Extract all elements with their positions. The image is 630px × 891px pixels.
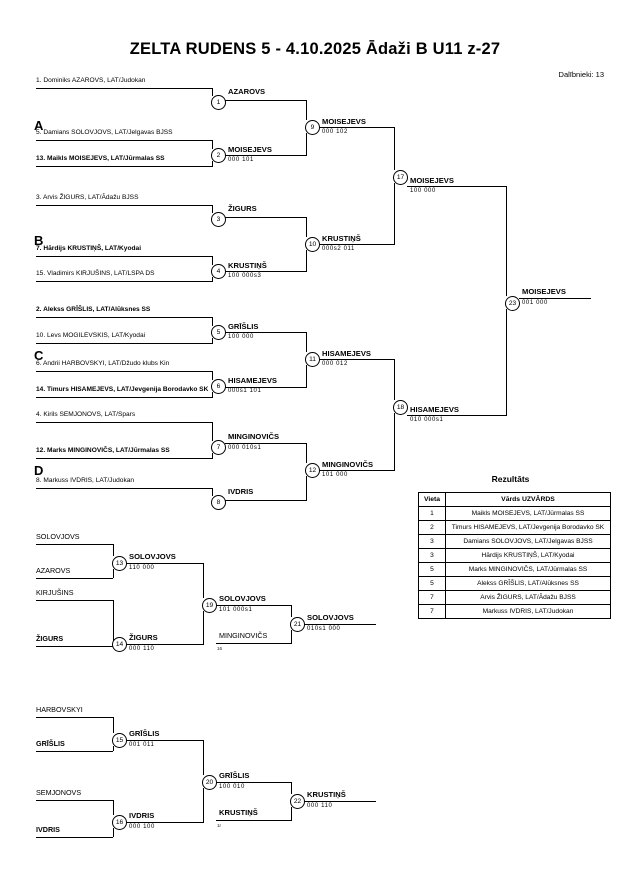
table-row — [419, 521, 611, 535]
bracket-line — [36, 205, 212, 206]
match-winner: HISAMEJEVS — [322, 349, 371, 358]
entrant-label: 5. Damians SOLOVJOVS, LAT/Jelgavas BJSS — [36, 129, 173, 136]
bracket-line — [36, 837, 113, 838]
bracket-line — [203, 788, 204, 822]
match-score: 001 000 — [522, 300, 548, 306]
match-winner: IVDRIS — [228, 487, 254, 496]
repechage-entrant: SEMJONOVS — [36, 788, 82, 797]
match-score: 010 000s1 — [410, 417, 444, 423]
bracket-line — [113, 544, 114, 556]
repechage-entrant: AZAROVS — [36, 566, 71, 575]
match-winner: SOLOVJOVS — [307, 613, 354, 622]
bracket-line — [319, 470, 395, 471]
match-score: 100 000 — [410, 188, 436, 194]
bracket-line — [36, 343, 212, 344]
bracket-line — [319, 359, 395, 360]
match-winner: GRĪŠLIS — [219, 771, 250, 780]
match-score: 000 100 — [129, 824, 155, 830]
bracket-line — [36, 317, 212, 318]
match-score: 000 101 — [228, 157, 254, 163]
bracket-line — [306, 100, 307, 120]
result-place: 7 — [419, 605, 446, 619]
bracket-line — [36, 751, 113, 752]
bracket-line — [225, 500, 307, 501]
match-winner: KRUSTIŅŠ — [307, 790, 346, 799]
bracket-line — [291, 630, 292, 643]
entrant-label: 12. Marks MINGINOVIČS, LAT/Jūrmalas SS — [36, 447, 170, 454]
bracket-line — [36, 166, 212, 167]
bracket-line — [407, 186, 507, 187]
result-place: 5 — [419, 563, 446, 577]
entrant-label: 1. Dominiks AZAROVS, LAT/Judokan — [36, 77, 146, 84]
bracket-line — [225, 443, 307, 444]
bracket-line — [36, 422, 212, 423]
result-name: Damians SOLOVJOVS, LAT/Jelgavas BJSS — [446, 535, 611, 549]
bracket-line — [126, 740, 204, 741]
match-score: 000 102 — [322, 129, 348, 135]
bracket-line — [212, 88, 213, 96]
result-name: Timurs HISAMEJEVS, LAT/Jevgenija Borodavko SK — [446, 521, 611, 535]
table-row — [419, 591, 611, 605]
group-label-c: C — [34, 348, 44, 363]
match-score: 010s1 000 — [307, 626, 341, 632]
bracket-line — [319, 244, 395, 245]
bracket-line — [225, 155, 307, 156]
participants-count: Dalībnieki: 13 — [558, 70, 604, 79]
bracket-line — [203, 611, 204, 644]
group-label-b: B — [34, 233, 44, 248]
match-winner: SOLOVJOVS — [219, 594, 266, 603]
bracket-line — [306, 217, 307, 237]
bracket-line — [212, 161, 213, 167]
match-node[interactable]: 21 — [290, 617, 305, 632]
match-score: 100 010 — [219, 784, 245, 790]
match-note: 16 — [217, 646, 223, 651]
bracket-line — [212, 488, 213, 496]
entrant-label: 4. Kirils SEMJONOVS, LAT/Spars — [36, 411, 136, 418]
match-node[interactable]: 12 — [305, 463, 320, 478]
match-score: 000s2 011 — [322, 246, 355, 252]
bracket-line — [212, 371, 213, 380]
bracket-line — [291, 605, 292, 617]
match-node[interactable]: 23 — [505, 296, 520, 311]
match-node[interactable]: 7 — [211, 440, 226, 455]
match-node[interactable]: 6 — [211, 379, 226, 394]
bracket-line — [212, 422, 213, 441]
bracket-line — [394, 127, 395, 170]
match-winner: MINGINOVIČS — [322, 460, 374, 469]
bracket-line — [36, 256, 212, 257]
entrant-label: 10. Levs MOGILEVSKIS, LAT/Kyodai — [36, 332, 146, 339]
match-winner: KRUSTIŅŠ — [322, 234, 361, 243]
match-node[interactable]: 3 — [211, 212, 226, 227]
results-table — [418, 492, 611, 619]
bracket-line — [212, 338, 213, 344]
bracket-line — [407, 415, 507, 416]
bracket-line — [306, 443, 307, 463]
result-name: Arvis ŽIGURS, LAT/Ādažu BJSS — [446, 591, 611, 605]
result-place: 1 — [419, 507, 446, 521]
match-winner: MOISEJEVS — [322, 117, 366, 126]
match-winner: MOISEJEVS — [228, 145, 272, 154]
match-node[interactable]: 10 — [305, 237, 320, 252]
column-header-name: Vārds UZVĀRDS — [446, 493, 611, 507]
match-node[interactable]: 18 — [393, 400, 408, 415]
entrant-label: 13. Maikls MOISEJEVS, LAT/Jūrmalas SS — [36, 155, 165, 162]
result-name: Markuss IVDRIS, LAT/Judokan — [446, 605, 611, 619]
match-node[interactable]: 1 — [211, 95, 226, 110]
bracket-line — [306, 365, 307, 388]
table-row — [419, 549, 611, 563]
bracket-line — [319, 127, 395, 128]
match-node[interactable]: 2 — [211, 148, 226, 163]
repechage-entrant: ŽIGURS — [36, 634, 64, 643]
bracket-line — [113, 746, 114, 751]
bracket-line — [36, 140, 212, 141]
page-title: ZELTA RUDENS 5 - 4.10.2025 Ādaži B U11 z-27 — [129, 40, 501, 58]
bracket-line — [212, 205, 213, 213]
table-row — [419, 507, 611, 521]
bracket-line — [36, 281, 212, 282]
bracket-line — [306, 476, 307, 500]
repechage-entrant: IVDRIS — [36, 825, 60, 834]
bracket-line — [291, 782, 292, 794]
match-node[interactable]: 5 — [211, 325, 226, 340]
repechage-entrant: HARBOVSKYI — [36, 705, 83, 714]
repechage-entrant: KIRJUŠINS — [36, 588, 74, 597]
bracket-line — [126, 563, 204, 564]
match-winner: HISAMEJEVS — [228, 376, 277, 385]
bracket-line — [203, 740, 204, 775]
bracket-line — [36, 578, 113, 579]
bracket-line — [113, 569, 114, 578]
match-score: 000 110 — [129, 646, 155, 652]
match-score: 000 012 — [322, 361, 348, 367]
group-label-d: D — [34, 463, 44, 478]
match-score: 101 000s1 — [219, 607, 253, 613]
bracket-line — [225, 387, 307, 388]
match-node[interactable]: 17 — [393, 170, 408, 185]
match-winner: GRĪŠLIS — [129, 729, 160, 738]
repechage-entrant: MINGINOVIČS — [219, 631, 268, 640]
repechage-entrant: SOLOVJOVS — [36, 532, 80, 541]
table-row — [419, 535, 611, 549]
bracket-line — [225, 271, 307, 272]
result-place: 7 — [419, 591, 446, 605]
result-place: 3 — [419, 549, 446, 563]
match-node[interactable]: 13 — [112, 556, 127, 571]
entrant-label: 2. Alekss GRĪŠLIS, LAT/Alūksnes SS — [36, 306, 151, 313]
results-title: Rezultāts — [491, 474, 530, 484]
bracket-line — [506, 309, 507, 415]
match-node[interactable]: 15 — [112, 733, 127, 748]
match-winner: AZAROVS — [228, 87, 266, 96]
bracket-line — [36, 458, 212, 459]
bracket-line — [212, 453, 213, 459]
match-node[interactable]: 4 — [211, 264, 226, 279]
match-score: 110 000 — [129, 565, 155, 571]
entrant-label: 7. Hārdijs KRUSTIŅŠ, LAT/Kyodai — [36, 245, 142, 252]
bracket-line — [216, 820, 292, 821]
match-score: 000s1 101 — [228, 388, 262, 394]
match-winner: IVDRIS — [129, 811, 155, 820]
match-note: 1r — [217, 823, 222, 828]
group-label-a: A — [34, 118, 44, 133]
repechage-entrant: GRĪŠLIS — [36, 739, 65, 748]
bracket-line — [225, 332, 307, 333]
bracket-line — [126, 644, 204, 645]
result-place: 2 — [419, 521, 446, 535]
column-header-place: Vieta — [419, 493, 446, 507]
bracket-line — [212, 140, 213, 149]
match-winner: MOISEJEVS — [410, 176, 454, 185]
bracket-line — [394, 359, 395, 400]
result-place: 5 — [419, 577, 446, 591]
bracket-line — [394, 183, 395, 244]
bracket-line — [225, 100, 307, 101]
bracket-line — [304, 801, 376, 802]
table-row — [419, 605, 611, 619]
bracket-line — [36, 544, 113, 545]
bracket-line — [394, 413, 395, 470]
match-score: 001 011 — [129, 742, 155, 748]
bracket-line — [212, 392, 213, 398]
match-node[interactable]: 11 — [305, 352, 320, 367]
match-winner: KRUSTIŅŠ — [228, 261, 267, 270]
bracket-line — [519, 298, 591, 299]
match-winner: SOLOVJOVS — [129, 552, 176, 561]
match-winner: MOISEJEVS — [522, 287, 566, 296]
entrant-label: 15. Vladimirs KIRJUŠINS, LAT/LSPA DS — [36, 270, 155, 277]
bracket-line — [36, 717, 113, 718]
match-score: 000 110 — [307, 803, 333, 809]
bracket-line — [306, 332, 307, 352]
bracket-line — [36, 397, 212, 398]
bracket-line — [304, 624, 376, 625]
match-score: 100 000s3 — [228, 273, 262, 279]
bracket-line — [113, 717, 114, 733]
bracket-line — [216, 782, 292, 783]
bracket-line — [212, 256, 213, 265]
bracket-line — [36, 646, 113, 647]
bracket-line — [216, 643, 292, 644]
match-winner: HISAMEJEVS — [410, 405, 459, 414]
table-row — [419, 577, 611, 591]
entrant-label: 3. Arvis ŽIGURS, LAT/Ādažu BJSS — [36, 194, 139, 201]
bracket-line — [306, 250, 307, 272]
result-name: Maikls MOISEJEVS, LAT/Jūrmalas SS — [446, 507, 611, 521]
result-place: 3 — [419, 535, 446, 549]
match-node[interactable]: 8 — [211, 495, 226, 510]
result-name: Hārdijs KRUSTIŅŠ, LAT/Kyodai — [446, 549, 611, 563]
bracket-line — [225, 217, 307, 218]
bracket-line — [113, 828, 114, 837]
match-node[interactable]: 20 — [202, 775, 217, 790]
match-score: 100 000 — [228, 334, 254, 340]
bracket-line — [126, 822, 204, 823]
bracket-line — [506, 186, 507, 296]
entrant-label: 6. Andrii HARBOVSKYI, LAT/Džudo klubs Kin — [36, 360, 170, 367]
bracket-line — [36, 800, 113, 801]
match-node[interactable]: 22 — [290, 794, 305, 809]
match-winner: GRĪŠLIS — [228, 322, 259, 331]
bracket-line — [36, 488, 212, 489]
bracket-line — [36, 600, 113, 601]
match-node[interactable]: 9 — [305, 120, 320, 135]
match-winner: MINGINOVIČS — [228, 432, 280, 441]
result-name: Alekss GRĪŠLIS, LAT/Alūksnes SS — [446, 577, 611, 591]
bracket-line — [291, 807, 292, 820]
match-winner: ŽIGURS — [228, 204, 257, 213]
entrant-label: 8. Markuss IVDRIS, LAT/Judokan — [36, 477, 135, 484]
match-node[interactable]: 19 — [202, 598, 217, 613]
match-node[interactable]: 16 — [112, 815, 127, 830]
bracket-line — [113, 800, 114, 815]
table-header-row — [419, 493, 611, 507]
result-name: Marks MINGINOVIČS, LAT/Jūrmalas SS — [446, 563, 611, 577]
bracket-line — [203, 563, 204, 598]
bracket-line — [212, 277, 213, 282]
match-winner: ŽIGURS — [129, 633, 158, 642]
bracket-line — [306, 133, 307, 155]
match-node[interactable]: 14 — [112, 637, 127, 652]
repechage-entrant: KRUSTIŅŠ — [219, 808, 258, 817]
bracket-line — [36, 371, 212, 372]
match-score: 000 010s1 — [228, 445, 262, 451]
bracket-line — [212, 317, 213, 326]
table-row — [419, 563, 611, 577]
match-score: 101 000 — [322, 472, 348, 478]
bracket-line — [216, 605, 292, 606]
bracket-line — [36, 88, 212, 89]
entrant-label: 14. Timurs HISAMEJEVS, LAT/Jevgenija Borodavko SK — [36, 386, 209, 393]
